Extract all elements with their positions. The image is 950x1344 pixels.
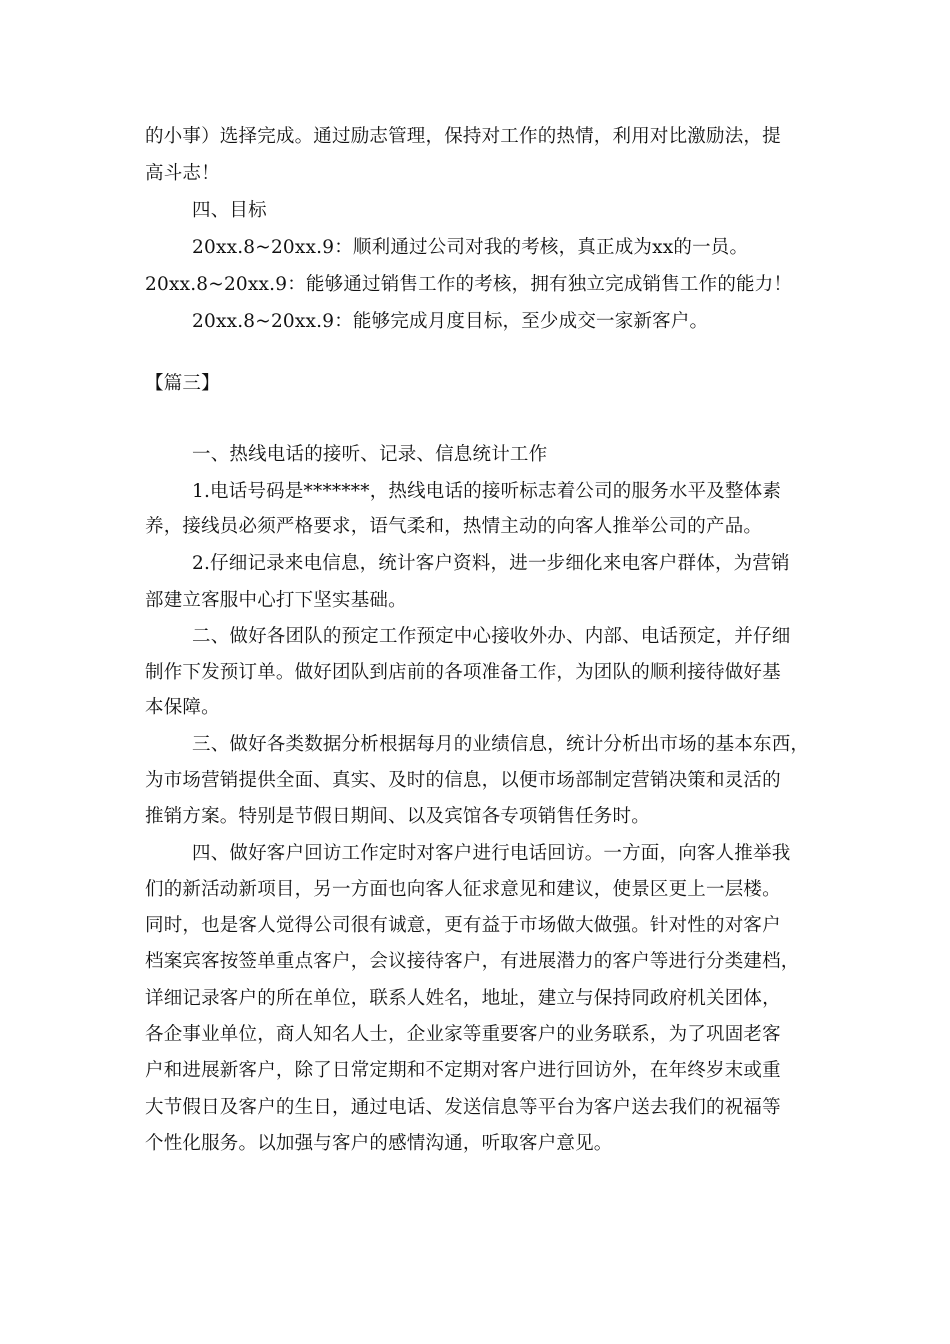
paragraph-line: 四、做好客户回访工作定时对客户进行电话回访。一方面，向客人推举我 [192,843,791,864]
paragraph-line: 户和进展新客户，除了日常定期和不定期对客户进行回访外，在年终岁末或重 [145,1060,781,1081]
paragraph-line: 推销方案。特别是节假日期间、以及宾馆各专项销售任务时。 [145,806,650,827]
paragraph-line: 详细记录客户的所在单位，联系人姓名，地址，建立与保持同政府机关团体， [145,988,781,1009]
part-title: 【篇三】 [145,373,220,394]
paragraph-line: 大节假日及客户的生日，通过电话、发送信息等平台为客户送去我们的祝福等 [145,1097,781,1118]
paragraph-line: 2.仔细记录来电信息，统计客户资料，进一步细化来电客户群体，为营销 [192,553,790,574]
paragraph-line: 同时，也是客人觉得公司很有诚意，更有益于市场做大做强。针对性的对客户 [145,915,781,936]
paragraph-line: 各企事业单位，商人知名人士，企业家等重要客户的业务联系，为了巩固老客 [145,1024,781,1045]
paragraph-line: 档案宾客按签单重点客户，会议接待客户，有进展潜力的客户等进行分类建档， [145,951,800,972]
paragraph-line: 制作下发预订单。做好团队到店前的各项准备工作，为团队的顺利接待做好基 [145,662,781,683]
paragraph-line: 三、做好各类数据分析根据每月的业绩信息，统计分析出市场的基本东西， [192,734,810,755]
section-heading: 四、目标 [192,200,267,221]
paragraph-line: 高斗志！ [145,163,220,184]
paragraph-line: 1.电话号码是*******，热线电话的接听标志着公司的服务水平及整体素 [192,481,782,502]
paragraph-line: 二、做好各团队的预定工作预定中心接收外办、内部、电话预定，并仔细 [192,626,791,647]
paragraph-line: 的小事）选择完成。通过励志管理，保持对工作的热情，利用对比激励法，提 [145,126,781,147]
paragraph-line: 20xx.8~20xx.9：能够完成月度目标，至少成交一家新客户。 [192,311,709,332]
paragraph-line: 本保障。 [145,697,220,718]
paragraph-line: 20xx.8~20xx.9：顺利通过公司对我的考核，真正成为xx的一员。 [192,237,749,258]
paragraph-line: 们的新活动新项目，另一方面也向客人征求意见和建议，使景区更上一层楼。 [145,879,781,900]
paragraph-line: 为市场营销提供全面、真实、及时的信息，以便市场部制定营销决策和灵活的 [145,770,781,791]
paragraph-line: 20xx.8~20xx.9：能够通过销售工作的考核，拥有独立完成销售工作的能力！ [145,274,793,295]
paragraph-line: 部建立客服中心打下坚实基础。 [145,590,407,611]
paragraph-line: 养，接线员必须严格要求，语气柔和，热情主动的向客人推举公司的产品。 [145,516,763,537]
paragraph-line: 个性化服务。以加强与客户的感情沟通，听取客户意见。 [145,1133,613,1154]
section-heading: 一、热线电话的接听、记录、信息统计工作 [192,444,548,465]
